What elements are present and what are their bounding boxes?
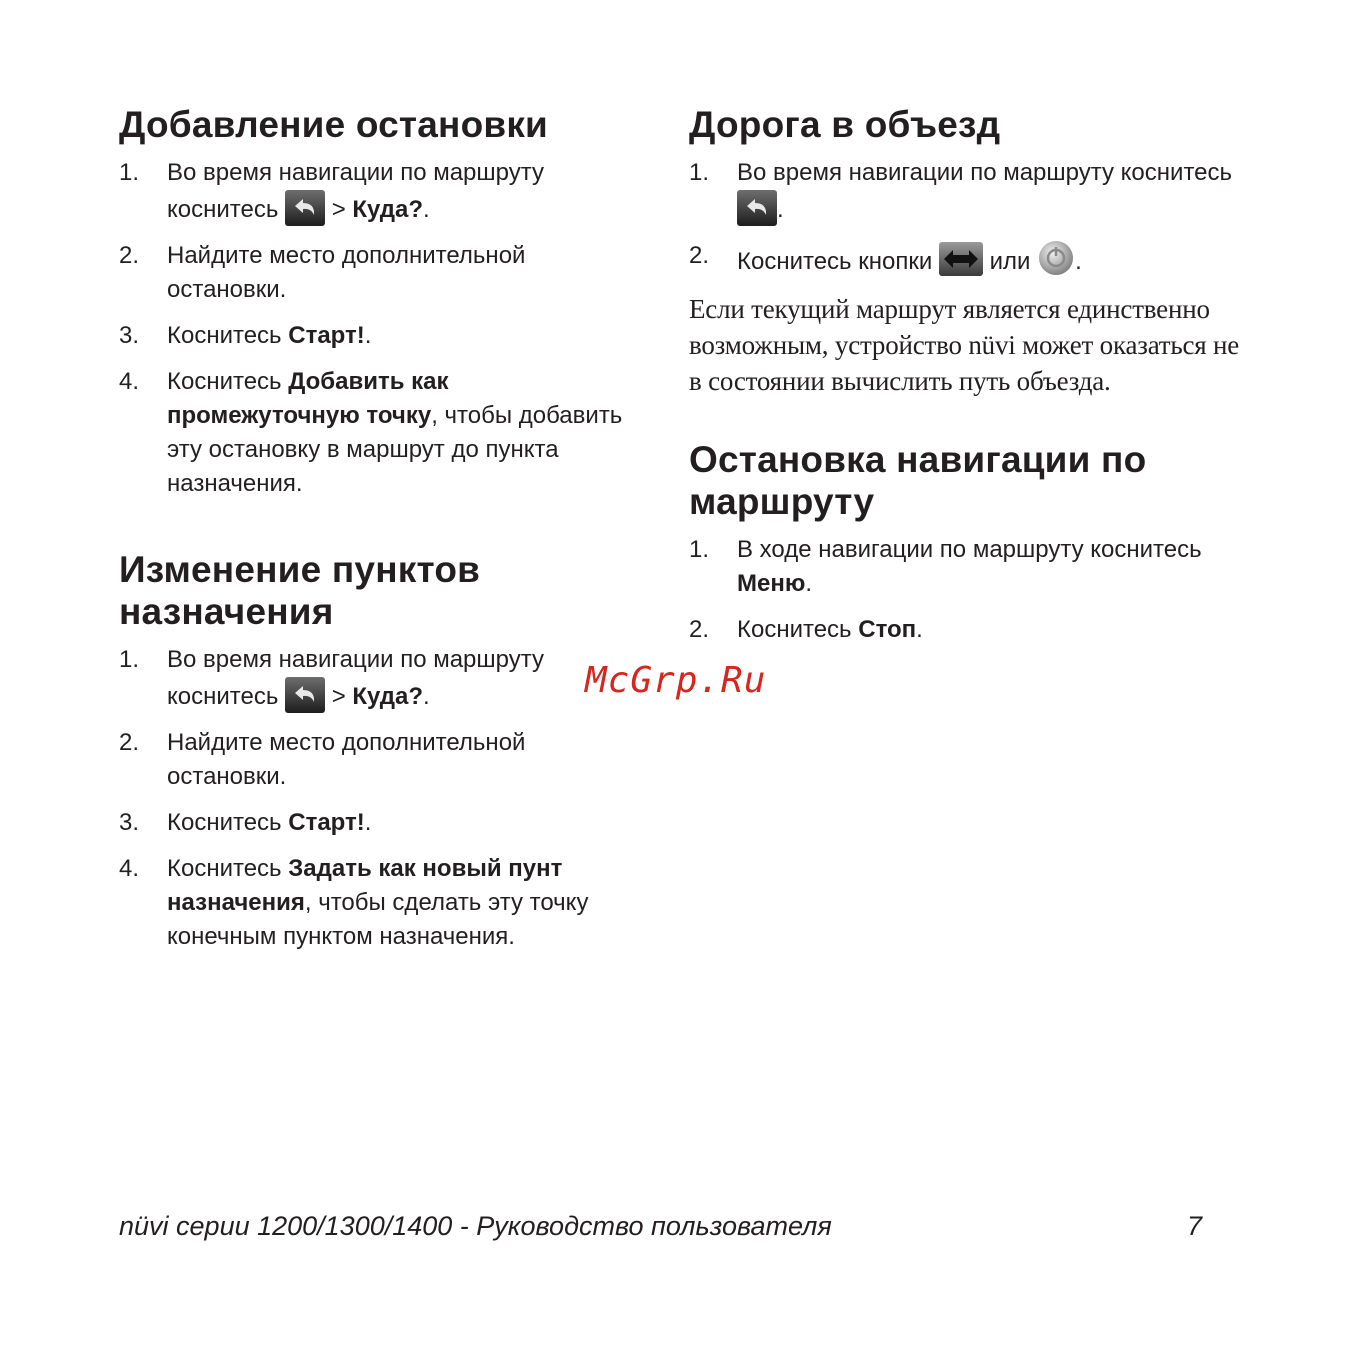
stop-route-icon [1037, 239, 1075, 277]
detour-arrows-icon [939, 242, 983, 278]
list-item: 2. Коснитесь Стоп. [689, 616, 923, 643]
change-destination-steps [119, 643, 639, 954]
section-title-change-destinations: Изменение пунктов назначения [119, 549, 481, 632]
list-item: 2. Найдите место дополнительной остановки. [119, 729, 526, 790]
list-item: 3. Коснитесь Старт!. [119, 809, 372, 836]
section-title-add-stop: Добавление остановки [119, 104, 548, 145]
footer-title: nüvi серии 1200/1300/1400 - Руководство пользователя [119, 1211, 832, 1241]
list-item: 2. Коснитесь кнопки или . [689, 239, 1249, 279]
list-item: 2. Найдите место дополнительной остановки. [119, 242, 526, 303]
section-title-detour: Дорога в объезд [689, 104, 1001, 145]
watermark: McGrp.Ru [585, 660, 767, 701]
left-column [119, 104, 639, 966]
list-item: 3. Коснитесь Старт!. [119, 322, 372, 349]
stop-navigation-steps [689, 533, 1249, 647]
page-footer [119, 1206, 1202, 1246]
page-number: 7 [1186, 1211, 1202, 1241]
detour-note: Если текущий маршрут является единственно возможным, устройство nüvi может оказаться не в состоянии вычислить путь объезда. [689, 294, 1240, 396]
list-item: 1. В ходе навигации по маршруту коснитесь Меню. [689, 536, 1202, 597]
list-item: 4. Коснитесь Задать как новый пунт назначения, чтобы сделать эту точку конечным пунктом назначения. [119, 855, 589, 950]
right-column [689, 104, 1249, 659]
section-title-stop-navigation: Остановка навигации по маршруту [689, 439, 1147, 522]
back-arrow-icon [737, 190, 777, 226]
back-arrow-icon [285, 677, 325, 713]
list-item: 1. Во время навигации по маршруту коснитесь > Куда?. [119, 643, 639, 714]
list-item: 1. Во время навигации по маршруту коснитесь > Куда?. [119, 156, 639, 227]
back-arrow-icon [285, 190, 325, 226]
list-item: 1. Во время навигации по маршруту коснитесь . [689, 156, 1249, 227]
list-item: 4. Коснитесь Добавить как промежуточную точку, чтобы добавить эту остановку в маршрут до пункта назначения. [119, 368, 623, 497]
detour-steps [689, 156, 1249, 279]
add-stop-steps [119, 156, 639, 501]
